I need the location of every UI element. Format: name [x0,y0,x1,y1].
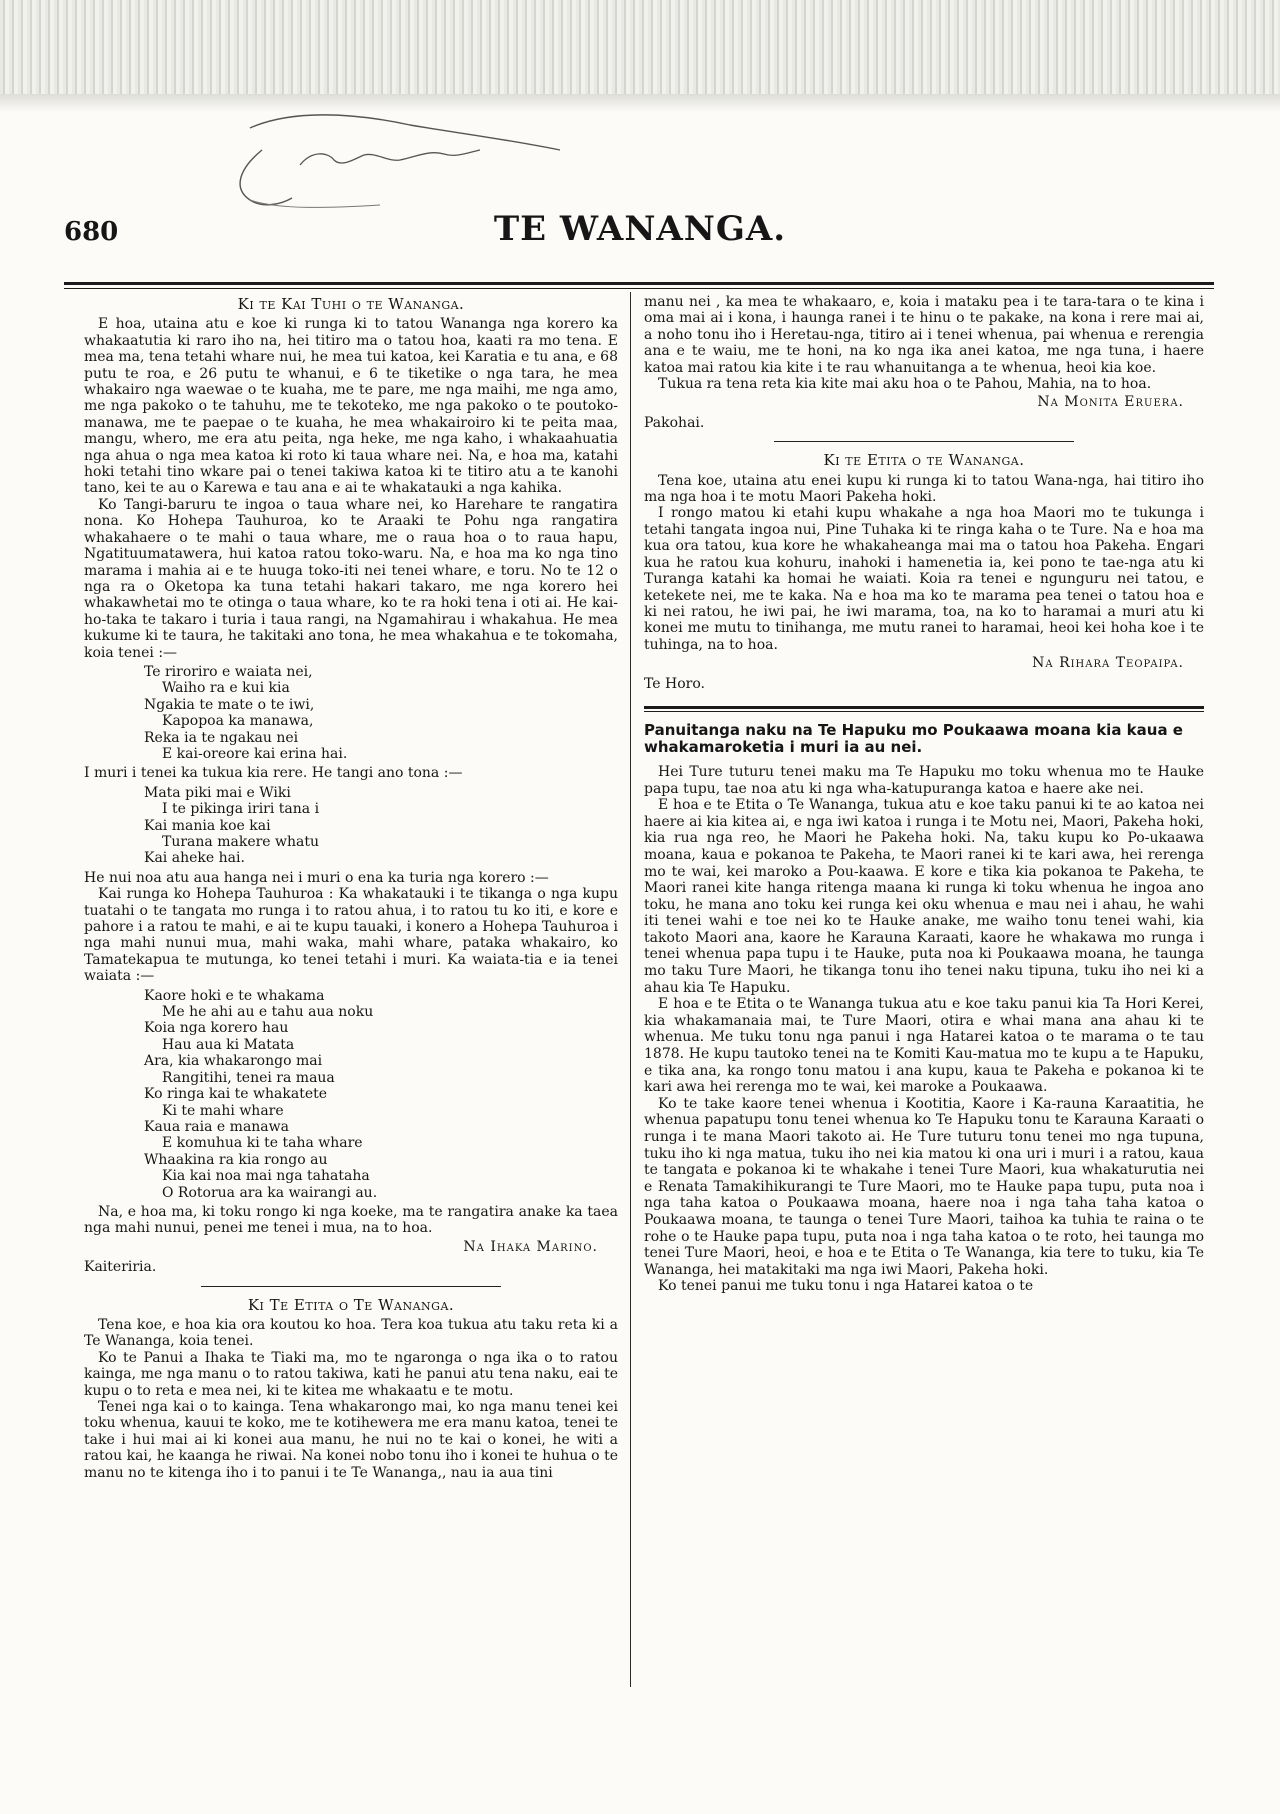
poem-line: Mata piki mai e Wiki [144,784,291,801]
signature: Na Monita Eruera. [1037,394,1184,411]
notice-paragraph: E hoa e te Etita o te Wananga tukua atu e koe taku panui kia Ta Hori Kerei, kia whakamanaia mai, te Ture Maori, otira e whai mana ana ahau ki te whenua. Me tuku tonu nga panui i nga Hatarei katoa o te marama o te tau 1878. He kupu tautoko tenei na te Komiti Kau-matua mo te kupu a te Hapuku, e tika ana, ka rongo tonu matou i ana kupu, kaua te Pakeha e pokanoa ki te kari awa hei rerenga mo te wai, kei maroke a Poukaawa. [644,996,1204,1096]
poem-line: Reka ia te ngakau nei [144,729,299,746]
poem-line: Kai mania koe kai [144,817,271,834]
poem-line: Turana makere whatu [162,834,320,850]
notice-heading: Panuitanga naku na Te Hapuku mo Poukaawa moana kia kaua e whakamaroketia i muri ia au nei. [644,720,1183,756]
letter-paragraph: Tena koe, utaina atu enei kupu ki runga ki to tatou Wana-nga, hai titiro iho ma nga hoa i te motu Maori Pakeha hoki. [644,472,1204,506]
notice-paragraph: Ko te take kaore tenei whenua i Kootitia, Kaore i Ka-rauna Karaatitia, he whenua papatupu tonu tenei whenua ko Te Hapuku tonu te Karauna Karaati o runga i te mana Maori takoto ai. He Ture tuturu tonu tenei mo nga tupuna, tuku iho ki nga matua, tuku iho nei kia matou ki ona uri i muri i a ratou, kaua te tangata e pokanoa ki te whakahe i tenei Ture Maori, kua whakaturutia nei e Renata Tamakihikurangi te Ture Maori, mo te Hauke papa tupu, puta noa i nga taha katoa o Poukaawa moana, haere noa i nga taha taha katoa o Poukaawa moana, te taunga o tenei Ture Maori, taihoa ka tuhia te raina o te rohe o te Hauke papa tupu, puta noa i nga taha katoa o te roto, hei taunga mo tenei Ture Maori, heoi, e hoa e te Etita o Te Wananga, kia tere to tuku, kia Te Wananga, hei matakitaki ma nga iwi Maori, Pakeha hoki. [644,1095,1204,1278]
signature: Na Rihara Teopaipa. [1032,655,1184,672]
notice-paragraph: Hei Ture tuturu tenei maku ma Te Hapuku mo toku whenua mo te Hauke papa tupu, tae noa atu ki nga wha-katupuranga katoa e haere ake nei. [644,763,1204,797]
letter-paragraph: manu nei , ka mea te whakaaro, e, koia i mataku pea i te tara-tara o te kina i oma mai ai i kona, i haunga ranei i te hinu o te pakake, na kona i rere mai ai, a noho tonu iho i Heretau-nga, titiro ai i tenei whenua, pai whenua e rerengia ana e te waiu, me te honi, na ko nga ika anei katoa, me nga tuna, i haere katoa mai ratou kia kite i te rau whanuitanga a te whenua, heoi kia koe. [644,294,1204,376]
poem-verse [144,664,618,762]
poem-line: Te riroriro e waiata nei, [144,663,313,680]
poem-verse [144,988,618,1201]
letter-heading: Ki te Etita o te Wananga. [823,451,1025,470]
poem-line: E kai-oreore kai erina hai. [162,745,348,762]
poem-verse [144,785,618,867]
poem-line: Kaua raia e manawa [144,1118,289,1135]
section-rule-thick [644,706,1204,709]
left-column [84,294,618,1481]
right-column [644,294,1204,1295]
letter-paragraph: I rongo matou ki etahi kupu whakahe a nga hoa Maori mo te tukunga i tetahi tangata ingoa nui, Pine Tuhaka ki te ringa kaha o te Ture. Na e hoa ma kua ora tatou, kua kore he whakaheanga mai ma o tatou hoa Pakeha. Engari kua he ratou kua kohuru, inahoki i hamenetia ia, kei pono te tae-nga atu ki Turanga katahi ka homai he waiati. Koia ra tenei e ngunguru nei tatou, e ketekete nei, me te kaka. Na e hoa ma ko te marama pea tenei o tatou hoa e ki nei ratou, he iwi pai, he iwi marama, toa, na ko to haramai a muri atu ki konei me mutu to tinihanga, me mutu ranei to haramai, heoi kei hoha koe i te tuhinga, na to hoa. [644,505,1204,653]
place-name: Te Horo. [644,675,705,692]
pencil-scribble [0,0,600,220]
masthead [0,205,1280,255]
section-rule [201,1286,501,1287]
letter-paragraph: Na, e hoa ma, ki toku rongo ki nga koeke, ma te rangatira anake ka taea nga mahi nunui, penei me tenei i mua, na to hoa. [84,1203,618,1237]
poem-line: Rangitihi, tenei ra maua [162,1069,335,1086]
notice-paragraph: E hoa e te Etita o Te Wananga, tukua atu e koe taku panui ki te ao katoa nei haere ai kia kitea ai, e nga iwi katoa i runga i te Motu nei, Maori, Pakeha hoki, kia rua nga reo, he Maori he Pakeha hoki. Na, taku kupu ko Po-ukaawa moana, kaua e pokanoa te Pakeha, te Maori ranei ki te kari awa, hei rerenga mo te wai, kei maroko a Pou-kaawa. E kore e tika kia pokanoa te Pakeha, te Maori ranei kite hanga ritenga maana ki runga ki toku whenua he ingoa ano toku, he mana ano toku kei runga kei oku whenua e mau nei i ahau, he wahi iti tenei wahi e toe nei ko te Hauke anake, me waiho tonu tenei wahi, kia takoto Maori ana, kaore he Karauna Karaati, kaore he whakawa mo runga i tenei whenua papa tupu i te Hauke, puta noa ki Poukaawa moana, he taunga mo taku Ture Maori, he tikanga tonu iho tenei naku tipuna, tuku iho nei ki a ahau kia Te Hapuku. [644,797,1204,996]
poem-line: Waiho ra e kui kia [162,680,290,697]
letter-paragraph: He nui noa atu aua hanga nei i muri o ena ka turia nga korero :— [84,869,549,886]
poem-line: Kai aheke hai. [144,850,245,867]
signature: Na Ihaka Marino. [463,1238,598,1255]
letter-paragraph: Ko Tangi-baruru te ingoa o taua whare nei, ko Harehare te rangatira nona. Ko Hohepa Tauhuroa, ko te Araaki te Pohu nga rangatira whakahaere o te mahi o taua whare, me o raua hoa o to raua hapu, Ngatituumatawera, hui katoa ratou toko-waru. Na, e hoa ma ko nga tino marama i mahia ai e te huuga toko-iti nei tenei whare, e toru. No te 12 o nga ra o Oketopa ka tuna tetahi hakari takaro, me nga korero hei whakawhetai mo te otinga o taua whare, ko te ra hoki tena i oti ai. He kai-ho-taka te takaro i turia i taua rangi, na Ngamahirau i whakahua. He mea kukume ki te taura, he takitaki ano tona, he mea whakahua e te tokomaha, koia tenei :— [84,496,618,661]
poem-line: Ko ringa kai te whakatete [144,1086,328,1103]
notice-section [644,722,1204,1295]
poem-line: Kia kai noa mai nga tahataha [162,1168,370,1185]
letter-paragraph: Tukua ra tena reta kia kite mai aku hoa o te Pahou, Mahia, na to hoa. [658,376,1152,393]
header-rule-thin [64,288,1214,289]
poem-line: Ngakia te mate o te iwi, [144,696,315,713]
letter-heading: Ki Te Etita o Te Wananga. [247,1295,455,1314]
place-name: Kaiteriria. [84,1259,157,1276]
letter-paragraph: Ko te Panui a Ihaka te Tiaki ma, mo te ngaronga o nga ika o to ratou kainga, me nga manu o to ratou takiwa, kati he panui atu tena naku, eai te kupu o to reta e mea nei, ki te kitea me whakaatu e te motu. [84,1349,618,1399]
page-number: 680 [64,217,119,247]
letter-paragraph: Tena koe, e hoa kia ora koutou ko hoa. Tera koa tukua atu taku reta ki a Te Wananga, koia tenei. [84,1316,618,1350]
paper-title: TE WANANGA. [493,209,787,249]
poem-line: Whaakina ra kia rongo au [144,1151,328,1168]
poem-line: I te pikinga iriri tana i [162,801,320,818]
poem-line: E komuhua ki te taha whare [162,1135,363,1152]
section-rule-thin [644,711,1204,712]
poem-line: Koia nga korero hau [144,1020,289,1037]
letter-paragraph: E hoa, utaina atu e koe ki runga ki to tatou Wananga nga korero ka whakaatutia ki raro iho na, hei titiro ma o tatou hoa, kaati ra mo tena. E mea ma, tena tetahi whare nui, he mea tui katoa, kei Karatia e tu ana, e 68 putu te roa, e 26 putu te whanui, e 6 te tiketike o nga tara, he mea whakairo nga waewae o te kuaha, me te pare, me nga maihi, me nga amo, me nga pakoko o te tahuhu, me te tekoteko, me nga pakoko o te poutoko-manawa, me te paepae o te kuaha, he mea whakairoiro ki te peita maa, mangu, whero, me era atu peita, nga heke, me nga kaho, i whakaahuatia nga ahua o nga mea katoa ki roto ki taua whare nei. Na, e hoa ma, katahi hoki tetahi tino wkare pai o tenei takiwa katoa ki te titiro atu a te kanohi tano, kei te au o Karewa e tau ana e ai te whakatauki a nga kahika. [84,316,618,497]
letter-heading: Ki te Kai Tuhi o te Wananga. [237,295,465,313]
column-divider [630,292,631,1687]
poem-line: Ki te mahi whare [162,1102,284,1119]
poem-line: Kaore hoki e te whakama [144,987,325,1004]
poem-line: O Rotorua ara ka wairangi au. [162,1184,378,1201]
section-rule [774,441,1074,442]
notice-paragraph: Ko tenei panui me tuku tonu i nga Hatarei katoa o te [658,1278,1034,1295]
place-name: Pakohai. [644,414,705,431]
letter-paragraph: Kai runga ko Hohepa Tauhuroa : Ka whakatauki i te tikanga o nga kupu tuatahi o te tangata mo runga i to ratou ahua, i to ratou tu ko iti, e kore e pahore i a ratou te mahi, e ai te kupu tauaki, i konero a Hohepa Tauhuroa i nga mahi nunui mua, mahi waka, mahi whare, pataka whakairo, ko Tamatekapua te mutunga, ko tenei tetahi i muri. Ka waiata-tia e ia tenei waiata :— [84,886,618,985]
letter-paragraph: I muri i tenei ka tukua kia rere. He tangi ano tona :— [84,765,463,782]
poem-line: Me he ahi au e tahu aua noku [162,1004,374,1021]
header-rule [64,282,1214,285]
poem-line: Hau aua ki Matata [162,1036,295,1053]
poem-line: Kapopoa ka manawa, [162,713,314,730]
letter-paragraph: Tenei nga kai o to kainga. Tena whakarongo mai, ko nga manu tenei kei toku whenua, kauui te koko, me te kotihewera me era manu katoa, tenei te take i hui mai ai ki konei aua manu, he nui no te kai o konei, he witi a ratou kai, he kaanga he riwai. Na konei nobo tonu iho i konei te huhua o te manu no te kitenga iho i to panui i te Te Wananga,, nau ia aua tini [84,1399,618,1481]
poem-line: Ara, kia whakarongo mai [144,1053,323,1070]
